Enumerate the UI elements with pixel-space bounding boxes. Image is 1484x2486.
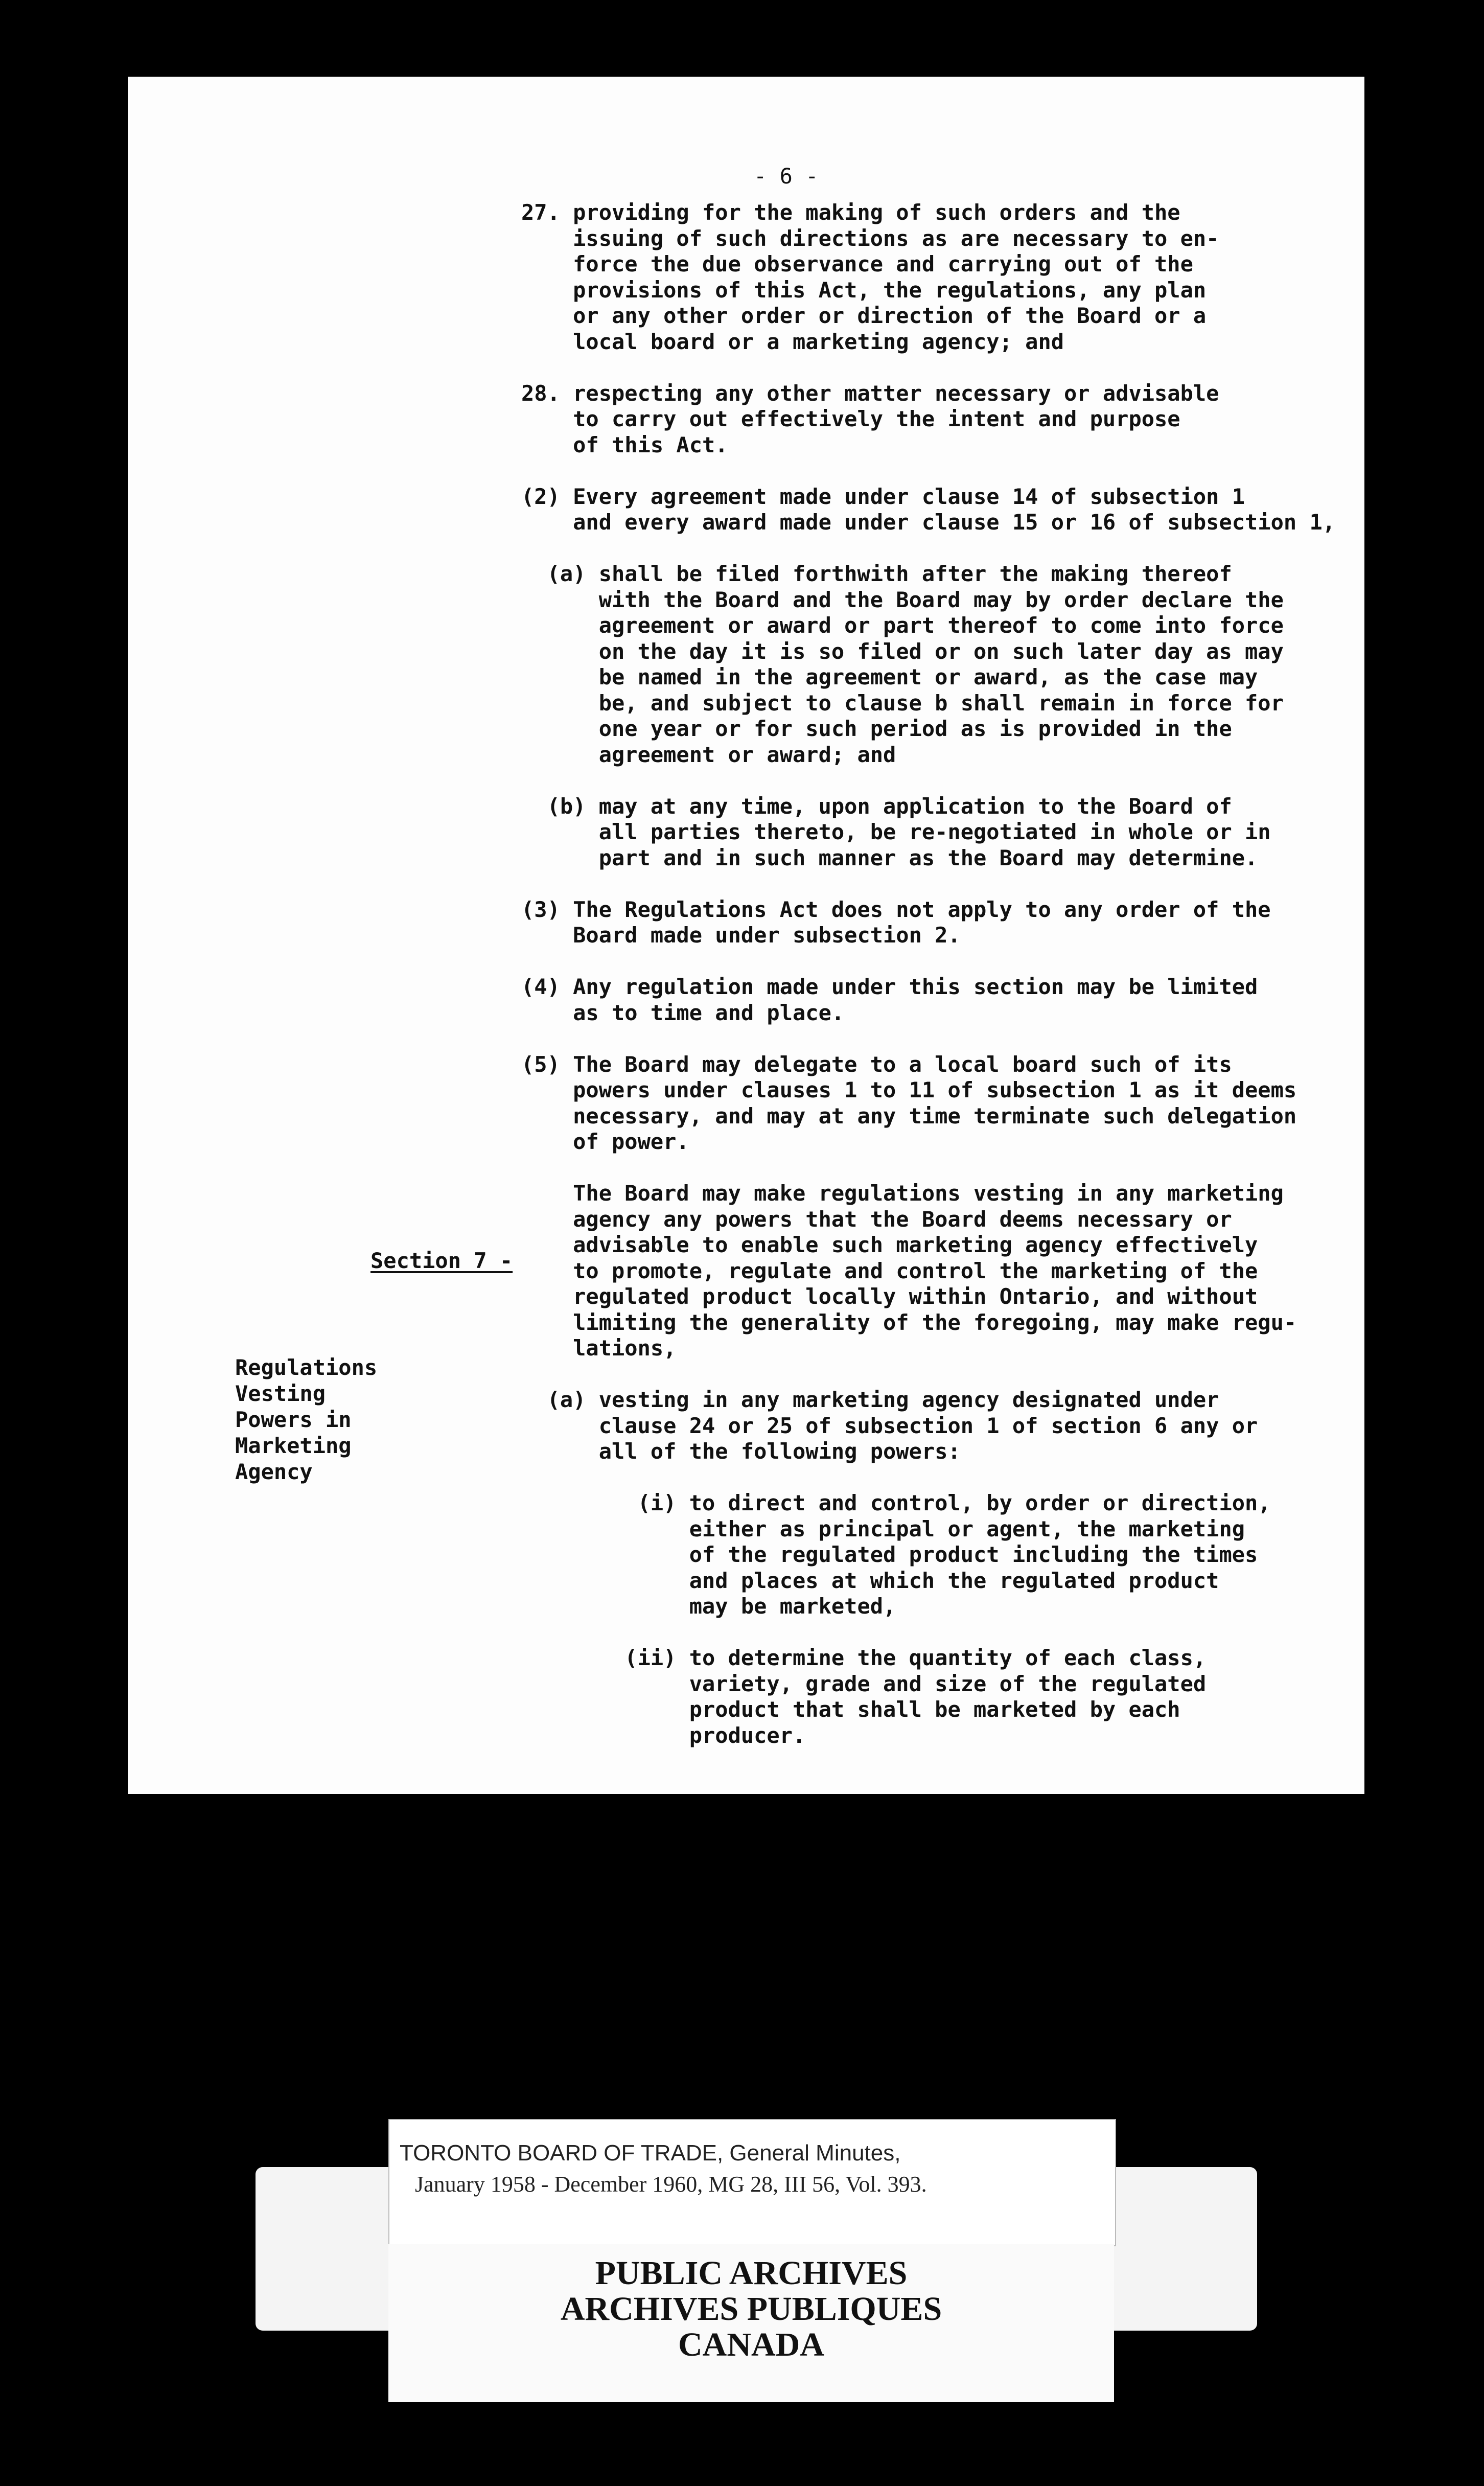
document-line: local board or a marketing agency; and (521, 329, 1064, 354)
margin-note-line: Vesting (235, 1381, 326, 1406)
document-line: necessary, and may at any time terminate such delegation (521, 1103, 1297, 1129)
document-line: (2) Every agreement made under clause 14 of subsection 1 (521, 484, 1245, 509)
archives-stamp-line2: ARCHIVES PUBLIQUES (560, 2290, 942, 2328)
document-line: (b) may at any time, upon application to the Board of (521, 793, 1232, 819)
document-line: one year or for such period as is provided in the (521, 716, 1232, 741)
document-line: may be marketed, (521, 1594, 896, 1619)
document-line: part and in such manner as the Board may determine. (521, 845, 1258, 870)
document-line: (3) The Regulations Act does not apply to any order of the (521, 896, 1271, 922)
document-line: The Board may make regulations vesting in any marketing (521, 1181, 1284, 1206)
document-line: all parties thereto, be re-negotiated in whole or in (521, 819, 1271, 844)
margin-note-line: Agency (235, 1459, 313, 1484)
document-line: be named in the agreement or award, as the case may (521, 664, 1258, 689)
document-line: variety, grade and size of the regulated (521, 1671, 1207, 1696)
margin-note-line: Marketing (235, 1433, 352, 1458)
document-line: (ii) to determine the quantity of each class, (521, 1645, 1207, 1670)
document-line: all of the following powers: (521, 1439, 961, 1464)
document-line: agreement or award or part thereof to come into force (521, 613, 1284, 638)
document-line: of this Act. (521, 432, 728, 457)
archive-label-line1: TORONTO BOARD OF TRADE, General Minutes, (400, 2140, 901, 2166)
document-line: lations, (521, 1336, 677, 1361)
document-line: limiting the generality of the foregoing, may make regu- (521, 1309, 1297, 1335)
document-line: product that shall be marketed by each (521, 1697, 1180, 1722)
document-line: advisable to enable such marketing agency effectively (521, 1232, 1258, 1257)
document-line: regulated product locally within Ontario, and without (521, 1284, 1258, 1309)
document-line: of power. (521, 1129, 689, 1154)
archives-stamp-line3: CANADA (678, 2326, 824, 2363)
document-line: agreement or award; and (521, 742, 896, 767)
document-line: to carry out effectively the intent and purpose (521, 406, 1180, 431)
document-line: producer. (521, 1722, 806, 1748)
document-line: or any other order or direction of the Board or a (521, 303, 1207, 328)
document-line: be, and subject to clause b shall remain in force for (521, 690, 1284, 716)
document-line: (4) Any regulation made under this section may be limited (521, 974, 1258, 999)
document-line: (a) shall be filed forthwith after the making thereof (521, 561, 1232, 586)
section-heading (370, 1248, 513, 1273)
document-line: 28. respecting any other matter necessary or advisable (521, 380, 1219, 406)
document-line: as to time and place. (521, 1000, 845, 1025)
document-line: Board made under subsection 2. (521, 923, 961, 948)
document-line: force the due observance and carrying out of the (521, 251, 1193, 277)
document-line: of the regulated product including the times (521, 1542, 1258, 1567)
margin-note-line: Powers in (235, 1407, 352, 1432)
document-line: issuing of such directions as are necessary to en- (521, 225, 1219, 251)
document-line: and every award made under clause 15 or 16 of subsection 1, (521, 510, 1336, 535)
archive-label (388, 2119, 1116, 2246)
document-line: clause 24 or 25 of subsection 1 of section 6 any or (521, 1413, 1258, 1438)
document-line: with the Board and the Board may by order declare the (521, 587, 1284, 612)
document-line: 27. providing for the making of such orders and the (521, 200, 1180, 225)
document-line: provisions of this Act, the regulations, any plan (521, 277, 1207, 303)
archive-label-line2: January 1958 - December 1960, MG 28, III 56, Vol. 393. (415, 2172, 927, 2197)
page-number: - 6 - (754, 164, 819, 189)
document-line: (i) to direct and control, by order or direction, (521, 1490, 1271, 1515)
margin-note-line: Regulations (235, 1355, 378, 1380)
document-line: on the day it is so filed or on such later day as may (521, 638, 1284, 664)
archives-stamp (388, 2244, 1114, 2402)
section-heading-text: Section 7 - (370, 1248, 513, 1273)
document-line: (5) The Board may delegate to a local board such of its (521, 1051, 1232, 1077)
document-line: either as principal or agent, the marketing (521, 1516, 1245, 1541)
document-line: powers under clauses 1 to 11 of subsection 1 as it deems (521, 1077, 1297, 1102)
document-line: agency any powers that the Board deems necessary or (521, 1206, 1232, 1232)
margin-note (235, 1354, 377, 1485)
archives-stamp-line1: PUBLIC ARCHIVES (595, 2254, 908, 2292)
document-line: and places at which the regulated product (521, 1568, 1219, 1593)
document-line: to promote, regulate and control the marketing of the (521, 1258, 1258, 1283)
document-page (128, 77, 1364, 1794)
document-line: (a) vesting in any marketing agency designated under (521, 1387, 1219, 1412)
